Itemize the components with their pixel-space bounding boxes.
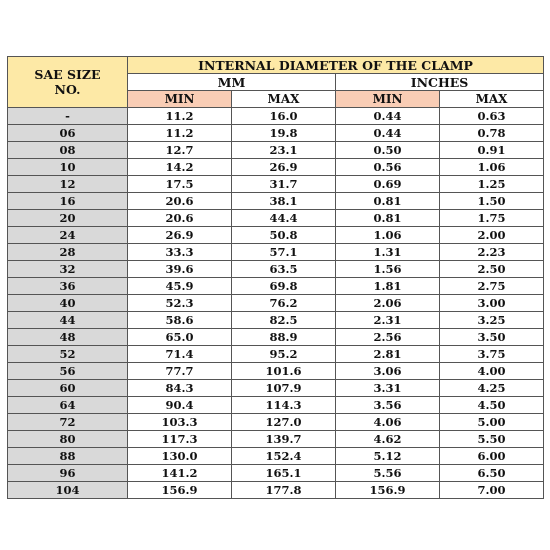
mm-min-cell: 65.0 (128, 329, 232, 346)
inches-min-cell: 0.69 (336, 176, 440, 193)
mm-max-cell: 127.0 (232, 414, 336, 431)
sae-size-cell: 36 (8, 278, 128, 295)
inches-min-cell: 0.44 (336, 125, 440, 142)
table-row (8, 108, 544, 125)
inches-min-cell: 5.12 (336, 448, 440, 465)
inches-max-cell: 6.50 (440, 465, 544, 482)
inches-max-cell: 4.50 (440, 397, 544, 414)
mm-max-cell: 165.1 (232, 465, 336, 482)
sae-size-cell: 08 (8, 142, 128, 159)
inches-min-cell: 0.44 (336, 108, 440, 125)
inches-min-header: MIN (336, 91, 440, 108)
mm-max-cell: 152.4 (232, 448, 336, 465)
mm-min-header: MIN (128, 91, 232, 108)
inches-max-cell: 1.25 (440, 176, 544, 193)
sae-size-cell: 32 (8, 261, 128, 278)
sae-size-cell: 48 (8, 329, 128, 346)
inches-max-cell: 1.50 (440, 193, 544, 210)
inches-header: INCHES (336, 74, 544, 91)
inches-max-cell: 1.06 (440, 159, 544, 176)
mm-min-cell: 26.9 (128, 227, 232, 244)
table-row (8, 210, 544, 227)
inches-min-cell: 4.06 (336, 414, 440, 431)
table-row (8, 329, 544, 346)
inches-max-cell: 4.25 (440, 380, 544, 397)
mm-header: MM (128, 74, 336, 91)
table-row (8, 159, 544, 176)
sae-size-cell: 80 (8, 431, 128, 448)
mm-min-cell: 141.2 (128, 465, 232, 482)
mm-min-cell: 17.5 (128, 176, 232, 193)
mm-min-cell: 84.3 (128, 380, 232, 397)
inches-max-cell: 3.00 (440, 295, 544, 312)
table-row (8, 363, 544, 380)
table-row (8, 125, 544, 142)
inches-min-cell: 2.56 (336, 329, 440, 346)
inches-min-cell: 1.81 (336, 278, 440, 295)
sae-size-cell: 16 (8, 193, 128, 210)
table-row (8, 482, 544, 499)
inches-max-cell: 1.75 (440, 210, 544, 227)
table-row (8, 414, 544, 431)
mm-min-cell: 90.4 (128, 397, 232, 414)
mm-min-cell: 52.3 (128, 295, 232, 312)
table-row (8, 448, 544, 465)
clamp-size-table (7, 56, 544, 499)
inches-max-header: MAX (440, 91, 544, 108)
mm-max-cell: 82.5 (232, 312, 336, 329)
mm-max-cell: 107.9 (232, 380, 336, 397)
mm-min-cell: 130.0 (128, 448, 232, 465)
sae-size-header-line2: NO. (54, 82, 81, 97)
inches-max-cell: 0.78 (440, 125, 544, 142)
sae-size-cell: 10 (8, 159, 128, 176)
mm-min-cell: 20.6 (128, 210, 232, 227)
mm-max-cell: 19.8 (232, 125, 336, 142)
mm-min-cell: 117.3 (128, 431, 232, 448)
table-row (8, 380, 544, 397)
sae-size-cell: 06 (8, 125, 128, 142)
inches-max-cell: 5.00 (440, 414, 544, 431)
mm-min-cell: 33.3 (128, 244, 232, 261)
sae-size-cell: 96 (8, 465, 128, 482)
inches-min-cell: 2.31 (336, 312, 440, 329)
table-row (8, 295, 544, 312)
mm-max-cell: 114.3 (232, 397, 336, 414)
inches-min-cell: 1.56 (336, 261, 440, 278)
inches-max-cell: 6.00 (440, 448, 544, 465)
sae-size-cell: 104 (8, 482, 128, 499)
inches-max-cell: 0.91 (440, 142, 544, 159)
inches-max-cell: 3.75 (440, 346, 544, 363)
inches-min-cell: 0.50 (336, 142, 440, 159)
table-row (8, 193, 544, 210)
sae-size-cell: 52 (8, 346, 128, 363)
sae-size-cell: 28 (8, 244, 128, 261)
inches-max-cell: 7.00 (440, 482, 544, 499)
mm-min-cell: 71.4 (128, 346, 232, 363)
table-row (8, 278, 544, 295)
mm-min-cell: 58.6 (128, 312, 232, 329)
mm-max-cell: 177.8 (232, 482, 336, 499)
sae-size-cell: 44 (8, 312, 128, 329)
mm-max-cell: 63.5 (232, 261, 336, 278)
inches-max-cell: 0.63 (440, 108, 544, 125)
inches-min-cell: 1.06 (336, 227, 440, 244)
sae-size-cell: 64 (8, 397, 128, 414)
table-body (8, 108, 544, 499)
sae-size-cell: 12 (8, 176, 128, 193)
sae-size-cell: 72 (8, 414, 128, 431)
mm-min-cell: 103.3 (128, 414, 232, 431)
sae-size-header-line1: SAE SIZE (34, 67, 101, 82)
sae-size-cell: 20 (8, 210, 128, 227)
table-row (8, 261, 544, 278)
table-row (8, 431, 544, 448)
inches-min-cell: 2.06 (336, 295, 440, 312)
mm-max-cell: 76.2 (232, 295, 336, 312)
mm-max-cell: 50.8 (232, 227, 336, 244)
inches-max-cell: 3.50 (440, 329, 544, 346)
inches-min-cell: 156.9 (336, 482, 440, 499)
inches-min-cell: 3.06 (336, 363, 440, 380)
sae-size-header (8, 57, 128, 108)
mm-max-header: MAX (232, 91, 336, 108)
mm-max-cell: 38.1 (232, 193, 336, 210)
table-row (8, 346, 544, 363)
mm-max-cell: 88.9 (232, 329, 336, 346)
table-row (8, 142, 544, 159)
table-row (8, 227, 544, 244)
inches-max-cell: 4.00 (440, 363, 544, 380)
inches-max-cell: 3.25 (440, 312, 544, 329)
inches-min-cell: 0.81 (336, 210, 440, 227)
mm-max-cell: 31.7 (232, 176, 336, 193)
sae-size-cell: 60 (8, 380, 128, 397)
mm-max-cell: 44.4 (232, 210, 336, 227)
inches-min-cell: 0.81 (336, 193, 440, 210)
mm-max-cell: 26.9 (232, 159, 336, 176)
inches-min-cell: 5.56 (336, 465, 440, 482)
mm-min-cell: 45.9 (128, 278, 232, 295)
inches-max-cell: 2.23 (440, 244, 544, 261)
inches-max-cell: 2.50 (440, 261, 544, 278)
mm-min-cell: 11.2 (128, 125, 232, 142)
mm-max-cell: 101.6 (232, 363, 336, 380)
inches-min-cell: 3.31 (336, 380, 440, 397)
inches-min-cell: 0.56 (336, 159, 440, 176)
table-title: INTERNAL DIAMETER OF THE CLAMP (128, 57, 544, 74)
inches-min-cell: 1.31 (336, 244, 440, 261)
sae-size-cell: 88 (8, 448, 128, 465)
mm-max-cell: 139.7 (232, 431, 336, 448)
table-row (8, 312, 544, 329)
inches-max-cell: 2.75 (440, 278, 544, 295)
sae-size-cell: 40 (8, 295, 128, 312)
inches-max-cell: 2.00 (440, 227, 544, 244)
mm-min-cell: 14.2 (128, 159, 232, 176)
mm-min-cell: 11.2 (128, 108, 232, 125)
inches-min-cell: 2.81 (336, 346, 440, 363)
mm-min-cell: 20.6 (128, 193, 232, 210)
mm-max-cell: 16.0 (232, 108, 336, 125)
inches-max-cell: 5.50 (440, 431, 544, 448)
mm-min-cell: 77.7 (128, 363, 232, 380)
sae-size-cell: - (8, 108, 128, 125)
sae-size-cell: 56 (8, 363, 128, 380)
sae-size-cell: 24 (8, 227, 128, 244)
mm-min-cell: 12.7 (128, 142, 232, 159)
inches-min-cell: 4.62 (336, 431, 440, 448)
table-row (8, 465, 544, 482)
mm-max-cell: 23.1 (232, 142, 336, 159)
mm-max-cell: 69.8 (232, 278, 336, 295)
table-row (8, 397, 544, 414)
table-row (8, 176, 544, 193)
inches-min-cell: 3.56 (336, 397, 440, 414)
table-row (8, 244, 544, 261)
mm-max-cell: 95.2 (232, 346, 336, 363)
mm-min-cell: 156.9 (128, 482, 232, 499)
mm-max-cell: 57.1 (232, 244, 336, 261)
mm-min-cell: 39.6 (128, 261, 232, 278)
